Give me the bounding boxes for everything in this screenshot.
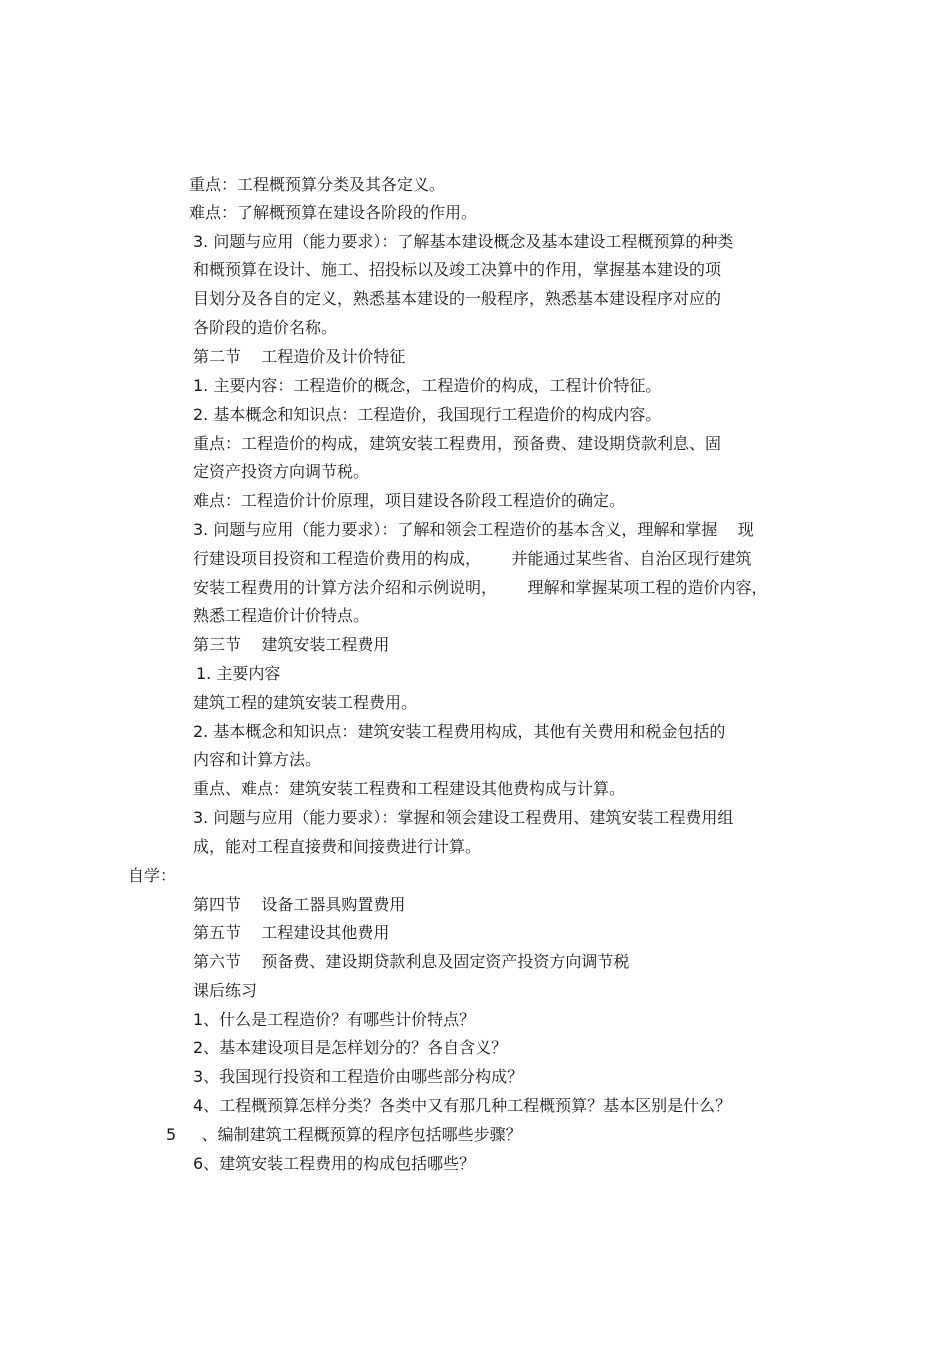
self-study-label: 自学： <box>128 866 177 885</box>
paragraph-line: 熟悉工程造价计价特点。 <box>193 606 370 625</box>
section-heading: 第五节 工程建设其他费用 <box>193 923 390 942</box>
exercise-item: 1、什么是工程造价？有哪些计价特点？ <box>193 1010 476 1029</box>
section-heading: 第二节 工程造价及计价特征 <box>193 347 406 366</box>
exercise-item: 6、建筑安装工程费用的构成包括哪些？ <box>193 1154 476 1173</box>
exercise-item: 2、基本建设项目是怎样划分的？各自含义？ <box>193 1038 508 1057</box>
paragraph-line: 3. 问题与应用（能力要求）：了解和领会工程造价的基本含义，理解和掌握 现 <box>193 520 754 539</box>
paragraph-line: 定资产投资方向调节税。 <box>193 462 370 481</box>
exercise-item: 4、工程概预算怎样分类？各类中又有那几种工程概预算？基本区别是什么？ <box>193 1096 732 1115</box>
key-point-line: 重点：工程概预算分类及其各定义。 <box>189 175 446 194</box>
paragraph-line: 3. 问题与应用（能力要求）：掌握和领会建设工程费用、建筑安装工程费用组 <box>193 808 734 827</box>
section-heading: 第三节 建筑安装工程费用 <box>193 635 390 654</box>
section-heading: 第六节 预备费、建设期贷款利息及固定资产投资方向调节税 <box>193 952 630 971</box>
paragraph-line: 建筑工程的建筑安装工程费用。 <box>193 693 418 712</box>
key-point-line: 重点、难点：建筑安装工程费和工程建设其他费构成与计算。 <box>193 779 626 798</box>
paragraph-line: 1. 主要内容：工程造价的概念，工程造价的构成，工程计价特征。 <box>193 376 662 395</box>
paragraph-line: 行建设项目投资和工程造价费用的构成， 并能通过某些省、自治区现行建筑 <box>193 549 752 568</box>
section-heading: 第四节 设备工器具购置费用 <box>193 895 406 914</box>
paragraph-line: 各阶段的造价名称。 <box>193 318 338 337</box>
exercise-item: 3、我国现行投资和工程造价由哪些部分构成？ <box>193 1067 524 1086</box>
paragraph-line: 2. 基本概念和知识点：工程造价，我国现行工程造价的构成内容。 <box>193 405 662 424</box>
exercise-item: 5 、编制建筑工程概预算的程序包括哪些步骤？ <box>166 1125 522 1144</box>
paragraph-line: 2. 基本概念和知识点：建筑安装工程费用构成，其他有关费用和税金包括的 <box>193 722 726 741</box>
paragraph-line: 成，能对工程直接费和间接费进行计算。 <box>193 837 482 856</box>
key-point-line: 重点：工程造价的构成，建筑安装工程费用，预备费、建设期贷款利息、固 <box>193 434 722 453</box>
difficulty-line: 难点：工程造价计价原理，项目建设各阶段工程造价的确定。 <box>193 491 626 510</box>
paragraph-line: 3. 问题与应用（能力要求）：了解基本建设概念及基本建设工程概预算的种类 <box>193 232 734 251</box>
exercise-heading: 课后练习 <box>193 981 258 1000</box>
paragraph-line: 和概预算在设计、施工、招投标以及竣工决算中的作用，掌握基本建设的项 <box>193 260 722 279</box>
paragraph-line: 1. 主要内容 <box>196 664 281 683</box>
paragraph-line: 安装工程费用的计算方法介绍和示例说明， 理解和掌握某项工程的造价内容， <box>193 578 768 597</box>
difficulty-line: 难点：了解概预算在建设各阶段的作用。 <box>189 203 478 222</box>
paragraph-line: 目划分及各自的定义，熟悉基本建设的一般程序，熟悉基本建设程序对应的 <box>193 289 722 308</box>
paragraph-line: 内容和计算方法。 <box>193 750 322 769</box>
